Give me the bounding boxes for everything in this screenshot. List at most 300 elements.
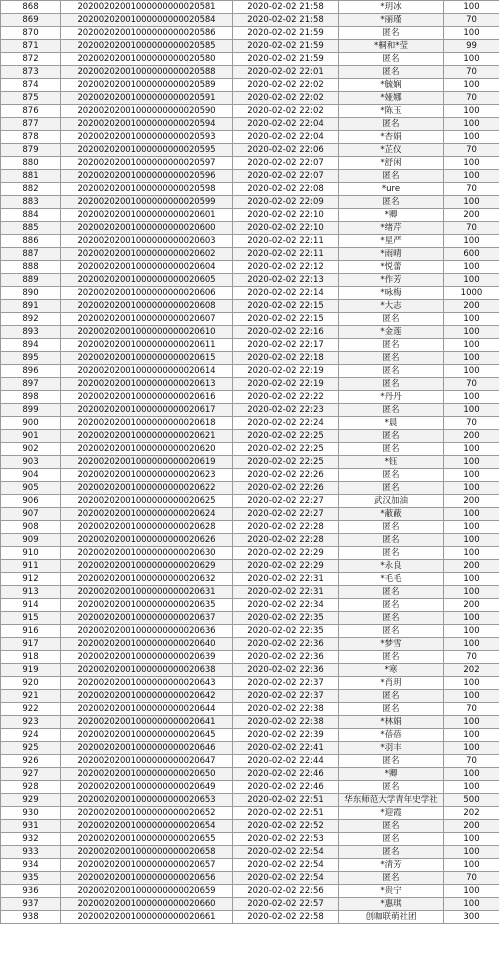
cell-amount: 100 (444, 274, 499, 287)
cell-row-number: 871 (1, 40, 61, 53)
cell-row-number: 900 (1, 417, 61, 430)
cell-donor-name: *蓓蓓 (339, 729, 444, 742)
cell-transaction-id: 20200202001000000000020581 (61, 1, 233, 14)
cell-transaction-id: 20200202001000000000020637 (61, 612, 233, 625)
cell-transaction-id: 20200202001000000000020602 (61, 248, 233, 261)
cell-timestamp: 2020-02-02 22:15 (233, 313, 339, 326)
cell-donor-name: *蔽蔽 (339, 508, 444, 521)
cell-amount: 99 (444, 40, 499, 53)
table-row (1, 248, 499, 261)
table-row (1, 430, 499, 443)
cell-transaction-id: 20200202001000000000020639 (61, 651, 233, 664)
cell-amount: 70 (444, 755, 499, 768)
cell-timestamp: 2020-02-02 22:02 (233, 79, 339, 92)
cell-transaction-id: 20200202001000000000020638 (61, 664, 233, 677)
cell-row-number: 906 (1, 495, 61, 508)
cell-transaction-id: 20200202001000000000020594 (61, 118, 233, 131)
cell-transaction-id: 20200202001000000000020643 (61, 677, 233, 690)
cell-amount: 100 (444, 131, 499, 144)
cell-row-number: 921 (1, 690, 61, 703)
cell-timestamp: 2020-02-02 22:37 (233, 677, 339, 690)
cell-transaction-id: 20200202001000000000020645 (61, 729, 233, 742)
cell-row-number: 925 (1, 742, 61, 755)
cell-transaction-id: 20200202001000000000020629 (61, 560, 233, 573)
cell-timestamp: 2020-02-02 22:19 (233, 365, 339, 378)
table-row (1, 261, 499, 274)
table-row (1, 287, 499, 300)
cell-transaction-id: 20200202001000000000020622 (61, 482, 233, 495)
cell-donor-name: *金莲 (339, 326, 444, 339)
cell-timestamp: 2020-02-02 21:59 (233, 27, 339, 40)
cell-donor-name: 匿名 (339, 66, 444, 79)
cell-amount: 70 (444, 92, 499, 105)
cell-transaction-id: 20200202001000000000020655 (61, 833, 233, 846)
cell-transaction-id: 20200202001000000000020659 (61, 885, 233, 898)
cell-amount: 100 (444, 586, 499, 599)
cell-amount: 100 (444, 716, 499, 729)
cell-amount: 100 (444, 677, 499, 690)
cell-row-number: 914 (1, 599, 61, 612)
table-row (1, 794, 499, 807)
cell-timestamp: 2020-02-02 22:46 (233, 781, 339, 794)
cell-amount: 200 (444, 495, 499, 508)
cell-timestamp: 2020-02-02 22:10 (233, 209, 339, 222)
table-row (1, 92, 499, 105)
cell-timestamp: 2020-02-02 22:25 (233, 456, 339, 469)
cell-amount: 100 (444, 365, 499, 378)
cell-donor-name: *ure (339, 183, 444, 196)
cell-donor-name: *作芳 (339, 274, 444, 287)
cell-row-number: 902 (1, 443, 61, 456)
cell-donor-name: *梦雪 (339, 638, 444, 651)
cell-row-number: 907 (1, 508, 61, 521)
cell-transaction-id: 20200202001000000000020585 (61, 40, 233, 53)
cell-row-number: 908 (1, 521, 61, 534)
cell-timestamp: 2020-02-02 22:46 (233, 768, 339, 781)
cell-row-number: 904 (1, 469, 61, 482)
cell-timestamp: 2020-02-02 22:02 (233, 105, 339, 118)
table-row (1, 456, 499, 469)
cell-amount: 100 (444, 27, 499, 40)
cell-row-number: 926 (1, 755, 61, 768)
cell-amount: 200 (444, 430, 499, 443)
cell-row-number: 929 (1, 794, 61, 807)
cell-transaction-id: 20200202001000000000020590 (61, 105, 233, 118)
table-row (1, 352, 499, 365)
cell-transaction-id: 20200202001000000000020616 (61, 391, 233, 404)
cell-donor-name: *寒 (339, 664, 444, 677)
table-row (1, 664, 499, 677)
cell-amount: 100 (444, 79, 499, 92)
cell-donor-name: 匿名 (339, 755, 444, 768)
table-row (1, 872, 499, 885)
cell-donor-name: *大志 (339, 300, 444, 313)
table-row (1, 417, 499, 430)
cell-donor-name: *钰 (339, 456, 444, 469)
cell-donor-name: 匿名 (339, 521, 444, 534)
cell-row-number: 920 (1, 677, 61, 690)
cell-timestamp: 2020-02-02 21:58 (233, 14, 339, 27)
cell-row-number: 905 (1, 482, 61, 495)
cell-transaction-id: 20200202001000000000020623 (61, 469, 233, 482)
cell-amount: 100 (444, 690, 499, 703)
cell-row-number: 885 (1, 222, 61, 235)
cell-row-number: 874 (1, 79, 61, 92)
table-row (1, 560, 499, 573)
cell-amount: 100 (444, 1, 499, 14)
cell-row-number: 899 (1, 404, 61, 417)
cell-donor-name: 匿名 (339, 118, 444, 131)
cell-row-number: 883 (1, 196, 61, 209)
table-row (1, 27, 499, 40)
cell-timestamp: 2020-02-02 22:17 (233, 339, 339, 352)
cell-row-number: 897 (1, 378, 61, 391)
table-row (1, 14, 499, 27)
cell-amount: 100 (444, 612, 499, 625)
cell-timestamp: 2020-02-02 22:28 (233, 521, 339, 534)
cell-donor-name: *芷仪 (339, 144, 444, 157)
table-row (1, 885, 499, 898)
table-row (1, 131, 499, 144)
cell-donor-name: 匿名 (339, 196, 444, 209)
cell-row-number: 919 (1, 664, 61, 677)
cell-row-number: 916 (1, 625, 61, 638)
cell-timestamp: 2020-02-02 22:54 (233, 859, 339, 872)
cell-row-number: 869 (1, 14, 61, 27)
cell-amount: 200 (444, 820, 499, 833)
cell-row-number: 894 (1, 339, 61, 352)
cell-amount: 100 (444, 313, 499, 326)
table-row (1, 807, 499, 820)
cell-donor-name: 匿名 (339, 846, 444, 859)
cell-timestamp: 2020-02-02 22:11 (233, 248, 339, 261)
table-row (1, 508, 499, 521)
table-row (1, 690, 499, 703)
cell-row-number: 910 (1, 547, 61, 560)
cell-amount: 100 (444, 326, 499, 339)
cell-timestamp: 2020-02-02 22:14 (233, 287, 339, 300)
cell-row-number: 932 (1, 833, 61, 846)
cell-timestamp: 2020-02-02 22:54 (233, 872, 339, 885)
cell-timestamp: 2020-02-02 22:09 (233, 196, 339, 209)
table-row (1, 586, 499, 599)
table-row (1, 755, 499, 768)
cell-timestamp: 2020-02-02 22:26 (233, 469, 339, 482)
cell-timestamp: 2020-02-02 22:39 (233, 729, 339, 742)
table-row (1, 53, 499, 66)
cell-donor-name: *绪芹 (339, 222, 444, 235)
cell-row-number: 934 (1, 859, 61, 872)
cell-row-number: 927 (1, 768, 61, 781)
cell-row-number: 928 (1, 781, 61, 794)
cell-transaction-id: 20200202001000000000020626 (61, 534, 233, 547)
cell-donor-name: 创咖联萌社团 (339, 911, 444, 924)
cell-row-number: 915 (1, 612, 61, 625)
cell-row-number: 886 (1, 235, 61, 248)
cell-transaction-id: 20200202001000000000020624 (61, 508, 233, 521)
table-row (1, 144, 499, 157)
cell-transaction-id: 20200202001000000000020600 (61, 222, 233, 235)
cell-amount: 100 (444, 105, 499, 118)
cell-amount: 100 (444, 456, 499, 469)
cell-row-number: 880 (1, 157, 61, 170)
cell-row-number: 887 (1, 248, 61, 261)
table-row (1, 66, 499, 79)
cell-timestamp: 2020-02-02 22:15 (233, 300, 339, 313)
cell-timestamp: 2020-02-02 22:22 (233, 391, 339, 404)
table-row (1, 573, 499, 586)
cell-donor-name: *杏娟 (339, 131, 444, 144)
cell-timestamp: 2020-02-02 22:35 (233, 612, 339, 625)
cell-timestamp: 2020-02-02 22:29 (233, 560, 339, 573)
cell-donor-name: 华东师范大学青年史学社 (339, 794, 444, 807)
cell-amount: 100 (444, 352, 499, 365)
cell-donor-name: *卿 (339, 209, 444, 222)
cell-amount: 70 (444, 66, 499, 79)
cell-donor-name: *羽丰 (339, 742, 444, 755)
cell-amount: 100 (444, 261, 499, 274)
cell-transaction-id: 20200202001000000000020589 (61, 79, 233, 92)
cell-transaction-id: 20200202001000000000020632 (61, 573, 233, 586)
cell-timestamp: 2020-02-02 22:11 (233, 235, 339, 248)
table-row (1, 612, 499, 625)
cell-timestamp: 2020-02-02 22:31 (233, 573, 339, 586)
table-row (1, 820, 499, 833)
cell-transaction-id: 20200202001000000000020620 (61, 443, 233, 456)
cell-donor-name: *雨晴 (339, 248, 444, 261)
cell-timestamp: 2020-02-02 22:53 (233, 833, 339, 846)
cell-amount: 300 (444, 911, 499, 924)
cell-donor-name: *丽瑾 (339, 14, 444, 27)
cell-amount: 500 (444, 794, 499, 807)
table-row (1, 196, 499, 209)
table-row (1, 651, 499, 664)
cell-donor-name: 匿名 (339, 378, 444, 391)
table-row (1, 443, 499, 456)
table-row (1, 469, 499, 482)
cell-row-number: 937 (1, 898, 61, 911)
cell-transaction-id: 20200202001000000000020654 (61, 820, 233, 833)
cell-transaction-id: 20200202001000000000020631 (61, 586, 233, 599)
cell-donor-name: 匿名 (339, 820, 444, 833)
cell-amount: 100 (444, 53, 499, 66)
cell-amount: 100 (444, 196, 499, 209)
cell-transaction-id: 20200202001000000000020636 (61, 625, 233, 638)
table-row (1, 1, 499, 14)
cell-amount: 100 (444, 859, 499, 872)
cell-transaction-id: 20200202001000000000020580 (61, 53, 233, 66)
cell-timestamp: 2020-02-02 22:57 (233, 898, 339, 911)
cell-transaction-id: 20200202001000000000020604 (61, 261, 233, 274)
cell-transaction-id: 20200202001000000000020661 (61, 911, 233, 924)
table-row (1, 222, 499, 235)
cell-timestamp: 2020-02-02 22:12 (233, 261, 339, 274)
cell-timestamp: 2020-02-02 22:35 (233, 625, 339, 638)
cell-transaction-id: 20200202001000000000020628 (61, 521, 233, 534)
cell-row-number: 876 (1, 105, 61, 118)
cell-donor-name: *玥冰 (339, 1, 444, 14)
table-row (1, 859, 499, 872)
cell-timestamp: 2020-02-02 22:31 (233, 586, 339, 599)
cell-amount: 100 (444, 898, 499, 911)
table-row (1, 742, 499, 755)
table-body (1, 1, 499, 924)
cell-donor-name: 匿名 (339, 27, 444, 40)
cell-amount: 100 (444, 781, 499, 794)
table-row (1, 638, 499, 651)
table-row (1, 326, 499, 339)
cell-timestamp: 2020-02-02 21:59 (233, 53, 339, 66)
table-row (1, 625, 499, 638)
cell-timestamp: 2020-02-02 22:27 (233, 508, 339, 521)
cell-row-number: 877 (1, 118, 61, 131)
cell-amount: 100 (444, 521, 499, 534)
table-row (1, 79, 499, 92)
cell-amount: 100 (444, 443, 499, 456)
cell-timestamp: 2020-02-02 22:06 (233, 144, 339, 157)
cell-timestamp: 2020-02-02 22:04 (233, 131, 339, 144)
table-row (1, 768, 499, 781)
cell-donor-name: 匿名 (339, 53, 444, 66)
cell-amount: 100 (444, 885, 499, 898)
cell-amount: 200 (444, 300, 499, 313)
cell-transaction-id: 20200202001000000000020596 (61, 170, 233, 183)
cell-donor-name: *娅娜 (339, 92, 444, 105)
cell-transaction-id: 20200202001000000000020617 (61, 404, 233, 417)
cell-donor-name: *晨 (339, 417, 444, 430)
cell-amount: 70 (444, 222, 499, 235)
cell-donor-name: 匿名 (339, 833, 444, 846)
cell-donor-name: 匿名 (339, 781, 444, 794)
cell-donor-name: *永良 (339, 560, 444, 573)
cell-transaction-id: 20200202001000000000020613 (61, 378, 233, 391)
cell-row-number: 917 (1, 638, 61, 651)
cell-timestamp: 2020-02-02 22:38 (233, 703, 339, 716)
cell-transaction-id: 20200202001000000000020603 (61, 235, 233, 248)
cell-donor-name: *毓娴 (339, 79, 444, 92)
cell-transaction-id: 20200202001000000000020605 (61, 274, 233, 287)
cell-amount: 70 (444, 651, 499, 664)
cell-timestamp: 2020-02-02 22:28 (233, 534, 339, 547)
table-row (1, 40, 499, 53)
cell-row-number: 895 (1, 352, 61, 365)
cell-donor-name: 匿名 (339, 534, 444, 547)
cell-amount: 70 (444, 183, 499, 196)
cell-donor-name: 匿名 (339, 612, 444, 625)
cell-transaction-id: 20200202001000000000020656 (61, 872, 233, 885)
cell-transaction-id: 20200202001000000000020591 (61, 92, 233, 105)
cell-donor-name: 匿名 (339, 313, 444, 326)
cell-timestamp: 2020-02-02 22:51 (233, 807, 339, 820)
cell-amount: 200 (444, 209, 499, 222)
cell-transaction-id: 20200202001000000000020584 (61, 14, 233, 27)
cell-donor-name: *卿 (339, 768, 444, 781)
cell-timestamp: 2020-02-02 22:37 (233, 690, 339, 703)
cell-transaction-id: 20200202001000000000020641 (61, 716, 233, 729)
cell-timestamp: 2020-02-02 22:07 (233, 170, 339, 183)
cell-transaction-id: 20200202001000000000020646 (61, 742, 233, 755)
cell-timestamp: 2020-02-02 22:07 (233, 157, 339, 170)
cell-amount: 100 (444, 235, 499, 248)
cell-donor-name: 匿名 (339, 586, 444, 599)
cell-timestamp: 2020-02-02 22:02 (233, 92, 339, 105)
cell-transaction-id: 20200202001000000000020647 (61, 755, 233, 768)
cell-donor-name: 匿名 (339, 170, 444, 183)
cell-transaction-id: 20200202001000000000020652 (61, 807, 233, 820)
cell-donor-name: 匿名 (339, 703, 444, 716)
cell-transaction-id: 20200202001000000000020642 (61, 690, 233, 703)
cell-donor-name: *桐和*莹 (339, 40, 444, 53)
cell-transaction-id: 20200202001000000000020630 (61, 547, 233, 560)
cell-donor-name: 武汉加油 (339, 495, 444, 508)
cell-row-number: 922 (1, 703, 61, 716)
table-row (1, 833, 499, 846)
cell-row-number: 888 (1, 261, 61, 274)
cell-row-number: 935 (1, 872, 61, 885)
cell-row-number: 901 (1, 430, 61, 443)
cell-timestamp: 2020-02-02 22:29 (233, 547, 339, 560)
cell-timestamp: 2020-02-02 22:54 (233, 846, 339, 859)
table-row (1, 235, 499, 248)
cell-transaction-id: 20200202001000000000020625 (61, 495, 233, 508)
table-row (1, 495, 499, 508)
cell-row-number: 912 (1, 573, 61, 586)
cell-amount: 70 (444, 378, 499, 391)
cell-timestamp: 2020-02-02 22:01 (233, 66, 339, 79)
cell-amount: 100 (444, 482, 499, 495)
cell-transaction-id: 20200202001000000000020588 (61, 66, 233, 79)
cell-donor-name: 匿名 (339, 625, 444, 638)
cell-transaction-id: 20200202001000000000020598 (61, 183, 233, 196)
cell-amount: 70 (444, 703, 499, 716)
cell-transaction-id: 20200202001000000000020597 (61, 157, 233, 170)
table-row (1, 105, 499, 118)
cell-amount: 70 (444, 14, 499, 27)
cell-amount: 100 (444, 469, 499, 482)
cell-donor-name: 匿名 (339, 482, 444, 495)
cell-row-number: 891 (1, 300, 61, 313)
cell-amount: 202 (444, 807, 499, 820)
table-row (1, 703, 499, 716)
cell-timestamp: 2020-02-02 22:10 (233, 222, 339, 235)
cell-row-number: 924 (1, 729, 61, 742)
cell-row-number: 881 (1, 170, 61, 183)
cell-donor-name: 匿名 (339, 872, 444, 885)
table-row (1, 118, 499, 131)
cell-amount: 100 (444, 638, 499, 651)
cell-timestamp: 2020-02-02 22:51 (233, 794, 339, 807)
cell-amount: 70 (444, 872, 499, 885)
cell-amount: 1000 (444, 287, 499, 300)
cell-timestamp: 2020-02-02 22:58 (233, 911, 339, 924)
cell-row-number: 868 (1, 1, 61, 14)
table-row (1, 274, 499, 287)
cell-transaction-id: 20200202001000000000020606 (61, 287, 233, 300)
cell-timestamp: 2020-02-02 22:19 (233, 378, 339, 391)
cell-donor-name: *迎霞 (339, 807, 444, 820)
table-row (1, 157, 499, 170)
cell-amount: 100 (444, 547, 499, 560)
cell-row-number: 870 (1, 27, 61, 40)
cell-donor-name: *丹丹 (339, 391, 444, 404)
cell-transaction-id: 20200202001000000000020593 (61, 131, 233, 144)
cell-timestamp: 2020-02-02 22:18 (233, 352, 339, 365)
cell-amount: 100 (444, 534, 499, 547)
cell-amount: 100 (444, 742, 499, 755)
cell-row-number: 898 (1, 391, 61, 404)
cell-transaction-id: 20200202001000000000020644 (61, 703, 233, 716)
cell-row-number: 923 (1, 716, 61, 729)
